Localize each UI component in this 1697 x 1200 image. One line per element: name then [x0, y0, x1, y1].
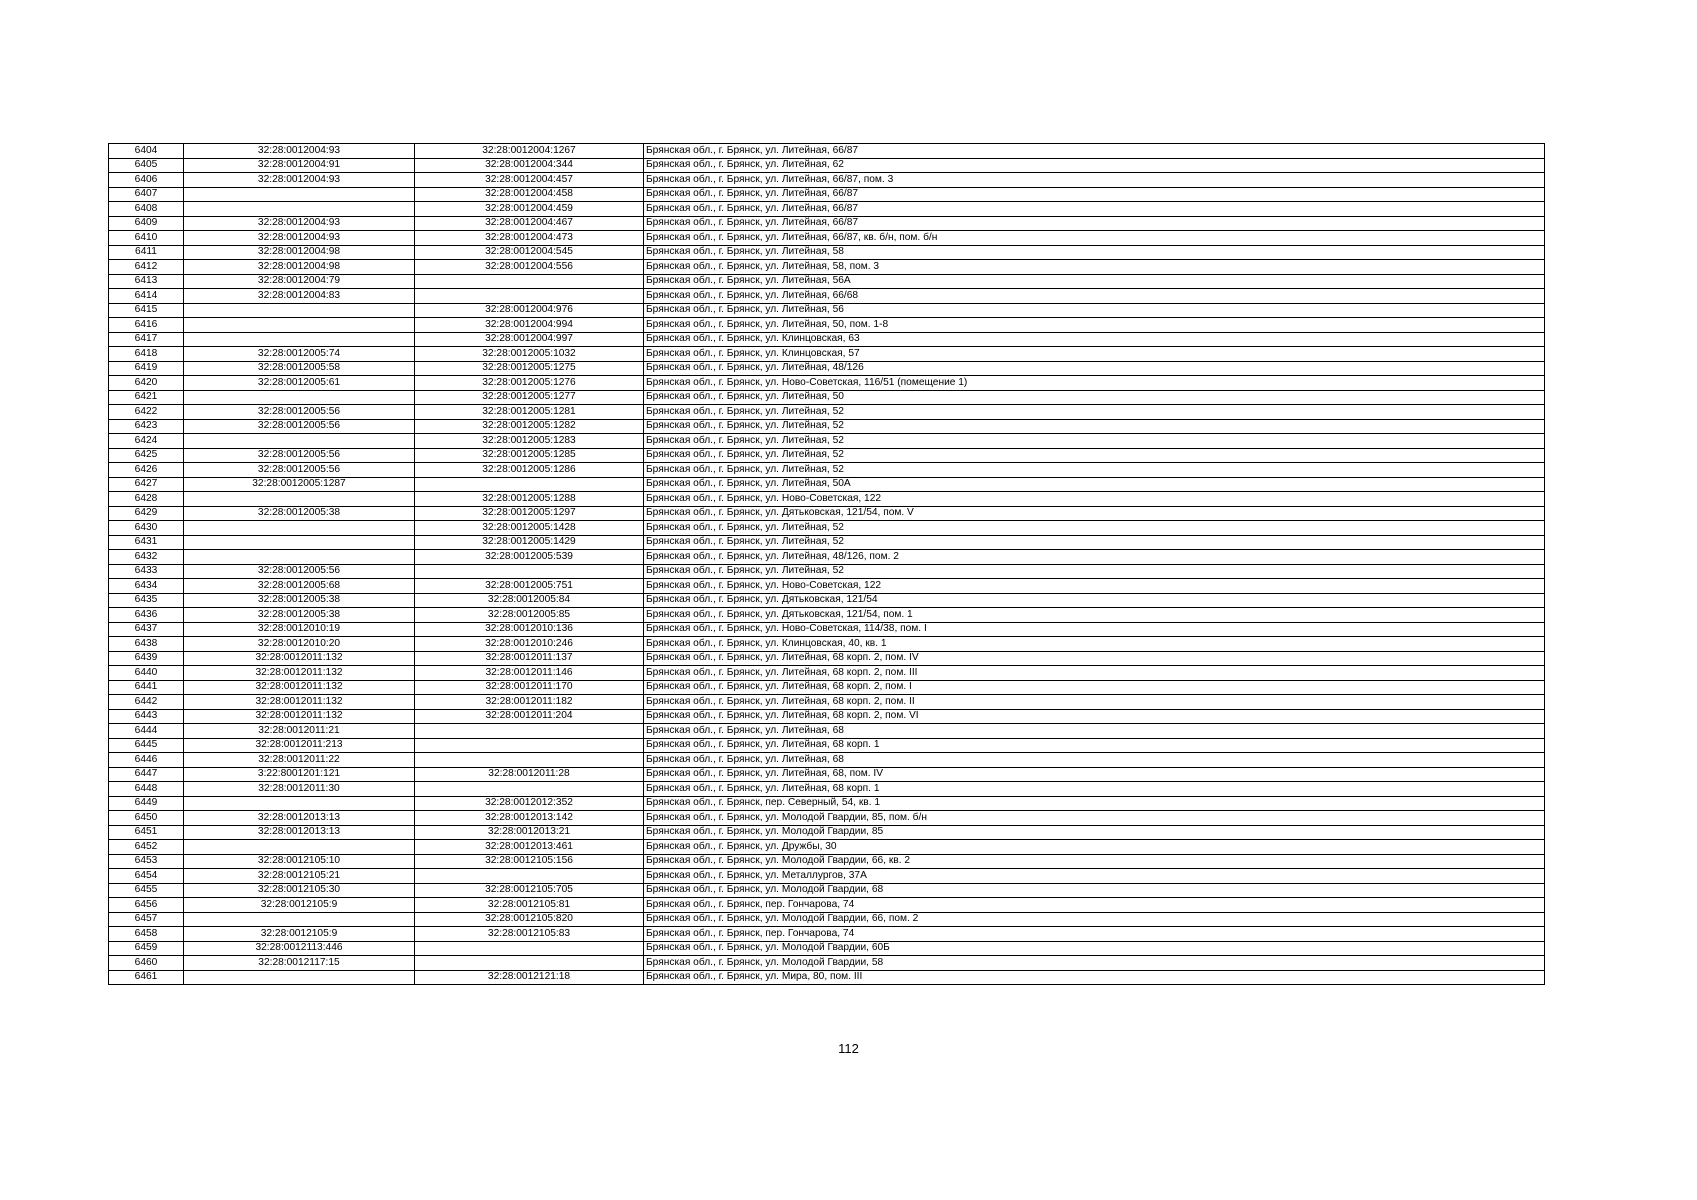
parcel-number-cell [184, 318, 415, 333]
object-number-cell: 32:28:0012010:136 [415, 622, 644, 637]
row-number-cell: 6428 [109, 492, 184, 507]
row-number-cell: 6431 [109, 535, 184, 550]
object-number-cell [415, 724, 644, 739]
object-number-cell: 32:28:0012105:705 [415, 883, 644, 898]
parcel-number-cell: 32:28:0012005:56 [184, 405, 415, 420]
row-number-cell: 6456 [109, 898, 184, 913]
object-number-cell: 32:28:0012105:156 [415, 854, 644, 869]
object-number-cell [415, 956, 644, 971]
parcel-number-cell [184, 390, 415, 405]
parcel-number-cell: 32:28:0012011:132 [184, 666, 415, 681]
table-row [109, 231, 1545, 246]
row-number-cell: 6436 [109, 608, 184, 623]
parcel-number-cell: 32:28:0012004:93 [184, 173, 415, 188]
object-number-cell: 32:28:0012005:1275 [415, 361, 644, 376]
parcel-number-cell: 32:28:0012011:21 [184, 724, 415, 739]
object-number-cell: 32:28:0012005:1281 [415, 405, 644, 420]
address-cell: Брянская обл., г. Брянск, ул. Литейная, 68 корп. 1 [644, 782, 1545, 797]
table-row [109, 840, 1545, 855]
parcel-number-cell: 32:28:0012005:56 [184, 448, 415, 463]
table-row [109, 376, 1545, 391]
table-row [109, 608, 1545, 623]
table-row [109, 144, 1545, 159]
row-number-cell: 6413 [109, 274, 184, 289]
row-number-cell: 6409 [109, 216, 184, 231]
table-row [109, 448, 1545, 463]
table-row [109, 796, 1545, 811]
parcel-number-cell: 32:28:0012010:19 [184, 622, 415, 637]
row-number-cell: 6453 [109, 854, 184, 869]
table-row [109, 912, 1545, 927]
object-number-cell: 32:28:0012011:28 [415, 767, 644, 782]
table-row [109, 782, 1545, 797]
parcel-number-cell: 32:28:0012011:132 [184, 709, 415, 724]
address-cell: Брянская обл., г. Брянск, ул. Литейная, 68 [644, 724, 1545, 739]
parcel-number-cell: 3:22:8001201:121 [184, 767, 415, 782]
parcel-number-cell [184, 796, 415, 811]
row-number-cell: 6410 [109, 231, 184, 246]
parcel-number-cell [184, 332, 415, 347]
parcel-number-cell: 32:28:0012005:38 [184, 593, 415, 608]
table-row [109, 825, 1545, 840]
row-number-cell: 6412 [109, 260, 184, 275]
address-cell: Брянская обл., г. Брянск, ул. Литейная, 66/87 [644, 202, 1545, 217]
table-row [109, 245, 1545, 260]
row-number-cell: 6432 [109, 550, 184, 565]
parcel-number-cell: 32:28:0012013:13 [184, 825, 415, 840]
address-cell: Брянская обл., г. Брянск, ул. Литейная, 56А [644, 274, 1545, 289]
address-cell: Брянская обл., г. Брянск, ул. Молодой Гвардии, 85, пом. б/н [644, 811, 1545, 826]
table-row [109, 405, 1545, 420]
parcel-number-cell: 32:28:0012011:132 [184, 695, 415, 710]
parcel-number-cell: 32:28:0012105:21 [184, 869, 415, 884]
row-number-cell: 6455 [109, 883, 184, 898]
row-number-cell: 6404 [109, 144, 184, 159]
table-row [109, 811, 1545, 826]
row-number-cell: 6441 [109, 680, 184, 695]
parcel-number-cell: 32:28:0012105:9 [184, 898, 415, 913]
row-number-cell: 6447 [109, 767, 184, 782]
object-number-cell: 32:28:0012004:459 [415, 202, 644, 217]
table-row [109, 564, 1545, 579]
table-row [109, 738, 1545, 753]
parcel-number-cell: 32:28:0012005:56 [184, 564, 415, 579]
table-row [109, 695, 1545, 710]
table-row [109, 883, 1545, 898]
parcel-number-cell: 32:28:0012004:93 [184, 216, 415, 231]
row-number-cell: 6433 [109, 564, 184, 579]
address-cell: Брянская обл., г. Брянск, ул. Литейная, 56 [644, 303, 1545, 318]
object-number-cell: 32:28:0012005:1288 [415, 492, 644, 507]
object-number-cell [415, 782, 644, 797]
table-row [109, 535, 1545, 550]
object-number-cell: 32:28:0012005:539 [415, 550, 644, 565]
row-number-cell: 6411 [109, 245, 184, 260]
table-row [109, 550, 1545, 565]
address-cell: Брянская обл., г. Брянск, ул. Литейная, 52 [644, 535, 1545, 550]
address-cell: Брянская обл., г. Брянск, ул. Молодой Гвардии, 58 [644, 956, 1545, 971]
table-row [109, 216, 1545, 231]
table-row [109, 869, 1545, 884]
parcel-number-cell: 32:28:0012011:132 [184, 651, 415, 666]
address-cell: Брянская обл., г. Брянск, ул. Молодой Гвардии, 66, пом. 2 [644, 912, 1545, 927]
object-number-cell: 32:28:0012005:1283 [415, 434, 644, 449]
address-cell: Брянская обл., г. Брянск, ул. Клинцовская, 63 [644, 332, 1545, 347]
parcel-number-cell: 32:28:0012117:15 [184, 956, 415, 971]
row-number-cell: 6421 [109, 390, 184, 405]
row-number-cell: 6415 [109, 303, 184, 318]
table-row [109, 724, 1545, 739]
object-number-cell: 32:28:0012005:1429 [415, 535, 644, 550]
address-cell: Брянская обл., г. Брянск, ул. Литейная, 58 [644, 245, 1545, 260]
parcel-number-cell: 32:28:0012005:38 [184, 608, 415, 623]
cadastral-table [108, 143, 1545, 985]
address-cell: Брянская обл., г. Брянск, ул. Литейная, 66/87 [644, 187, 1545, 202]
address-cell: Брянская обл., г. Брянск, пер. Гончарова, 74 [644, 898, 1545, 913]
table-row [109, 202, 1545, 217]
parcel-number-cell: 32:28:0012011:132 [184, 680, 415, 695]
address-cell: Брянская обл., г. Брянск, ул. Молодой Гвардии, 68 [644, 883, 1545, 898]
object-number-cell: 32:28:0012004:976 [415, 303, 644, 318]
address-cell: Брянская обл., г. Брянск, ул. Дятьковская, 121/54, пом. V [644, 506, 1545, 521]
address-cell: Брянская обл., г. Брянск, ул. Литейная, 66/68 [644, 289, 1545, 304]
object-number-cell: 32:28:0012005:751 [415, 579, 644, 594]
table-row [109, 332, 1545, 347]
table-row [109, 579, 1545, 594]
object-number-cell: 32:28:0012005:1297 [415, 506, 644, 521]
address-cell: Брянская обл., г. Брянск, ул. Литейная, 58, пом. 3 [644, 260, 1545, 275]
object-number-cell [415, 289, 644, 304]
row-number-cell: 6427 [109, 477, 184, 492]
address-cell: Брянская обл., г. Брянск, ул. Литейная, 52 [644, 463, 1545, 478]
parcel-number-cell: 32:28:0012113:446 [184, 941, 415, 956]
parcel-number-cell: 32:28:0012005:56 [184, 463, 415, 478]
parcel-number-cell: 32:28:0012105:10 [184, 854, 415, 869]
object-number-cell: 32:28:0012004:344 [415, 158, 644, 173]
row-number-cell: 6450 [109, 811, 184, 826]
address-cell: Брянская обл., г. Брянск, ул. Молодой Гвардии, 60Б [644, 941, 1545, 956]
object-number-cell [415, 738, 644, 753]
address-cell: Брянская обл., г. Брянск, ул. Литейная, 50А [644, 477, 1545, 492]
object-number-cell: 32:28:0012004:545 [415, 245, 644, 260]
object-number-cell: 32:28:0012004:556 [415, 260, 644, 275]
address-cell: Брянская обл., г. Брянск, ул. Молодой Гвардии, 66, кв. 2 [644, 854, 1545, 869]
row-number-cell: 6435 [109, 593, 184, 608]
address-cell: Брянская обл., г. Брянск, ул. Литейная, 68 [644, 753, 1545, 768]
parcel-number-cell [184, 535, 415, 550]
address-cell: Брянская обл., г. Брянск, ул. Литейная, 66/87, пом. 3 [644, 173, 1545, 188]
address-cell: Брянская обл., г. Брянск, ул. Литейная, 66/87 [644, 216, 1545, 231]
address-cell: Брянская обл., г. Брянск, ул. Ново-Советская, 122 [644, 492, 1545, 507]
object-number-cell: 32:28:0012004:1267 [415, 144, 644, 159]
table-row [109, 506, 1545, 521]
row-number-cell: 6425 [109, 448, 184, 463]
row-number-cell: 6423 [109, 419, 184, 434]
table-row [109, 260, 1545, 275]
row-number-cell: 6430 [109, 521, 184, 536]
row-number-cell: 6417 [109, 332, 184, 347]
row-number-cell: 6459 [109, 941, 184, 956]
address-cell: Брянская обл., г. Брянск, ул. Литейная, 52 [644, 434, 1545, 449]
object-number-cell: 32:28:0012005:1277 [415, 390, 644, 405]
row-number-cell: 6454 [109, 869, 184, 884]
row-number-cell: 6444 [109, 724, 184, 739]
address-cell: Брянская обл., г. Брянск, ул. Дятьковская, 121/54 [644, 593, 1545, 608]
address-cell: Брянская обл., г. Брянск, ул. Металлургов, 37А [644, 869, 1545, 884]
row-number-cell: 6407 [109, 187, 184, 202]
parcel-number-cell: 32:28:0012004:98 [184, 245, 415, 260]
row-number-cell: 6460 [109, 956, 184, 971]
table-row [109, 390, 1545, 405]
address-cell: Брянская обл., г. Брянск, пер. Гончарова, 74 [644, 927, 1545, 942]
address-cell: Брянская обл., г. Брянск, ул. Клинцовская, 57 [644, 347, 1545, 362]
row-number-cell: 6461 [109, 970, 184, 985]
address-cell: Брянская обл., г. Брянск, ул. Литейная, 68 корп. 2, пом. IV [644, 651, 1545, 666]
parcel-number-cell: 32:28:0012005:61 [184, 376, 415, 391]
object-number-cell: 32:28:0012013:21 [415, 825, 644, 840]
row-number-cell: 6405 [109, 158, 184, 173]
parcel-number-cell: 32:28:0012004:93 [184, 144, 415, 159]
parcel-number-cell: 32:28:0012005:1287 [184, 477, 415, 492]
table-row [109, 651, 1545, 666]
parcel-number-cell: 32:28:0012005:38 [184, 506, 415, 521]
parcel-number-cell: 32:28:0012011:22 [184, 753, 415, 768]
table-row [109, 970, 1545, 985]
object-number-cell [415, 869, 644, 884]
object-number-cell: 32:28:0012004:457 [415, 173, 644, 188]
object-number-cell: 32:28:0012013:142 [415, 811, 644, 826]
parcel-number-cell: 32:28:0012005:74 [184, 347, 415, 362]
address-cell: Брянская обл., г. Брянск, ул. Литейная, 48/126 [644, 361, 1545, 376]
table-row [109, 854, 1545, 869]
parcel-number-cell: 32:28:0012004:98 [184, 260, 415, 275]
table-row [109, 303, 1545, 318]
parcel-number-cell: 32:28:0012004:93 [184, 231, 415, 246]
object-number-cell: 32:28:0012005:1282 [415, 419, 644, 434]
page-number: 112 [838, 1041, 859, 1056]
address-cell: Брянская обл., г. Брянск, ул. Литейная, 52 [644, 521, 1545, 536]
address-cell: Брянская обл., г. Брянск, ул. Литейная, 52 [644, 564, 1545, 579]
table-row [109, 187, 1545, 202]
parcel-number-cell [184, 840, 415, 855]
row-number-cell: 6448 [109, 782, 184, 797]
table-row [109, 927, 1545, 942]
address-cell: Брянская обл., г. Брянск, ул. Литейная, 68, пом. IV [644, 767, 1545, 782]
row-number-cell: 6452 [109, 840, 184, 855]
table-body [109, 144, 1545, 985]
parcel-number-cell [184, 202, 415, 217]
table-row [109, 898, 1545, 913]
parcel-number-cell: 32:28:0012011:30 [184, 782, 415, 797]
address-cell: Брянская обл., г. Брянск, ул. Литейная, 66/87, кв. б/н, пом. б/н [644, 231, 1545, 246]
parcel-number-cell [184, 187, 415, 202]
object-number-cell: 32:28:0012005:1428 [415, 521, 644, 536]
table-row [109, 521, 1545, 536]
table-row [109, 753, 1545, 768]
parcel-number-cell: 32:28:0012005:58 [184, 361, 415, 376]
object-number-cell: 32:28:0012005:1276 [415, 376, 644, 391]
row-number-cell: 6419 [109, 361, 184, 376]
row-number-cell: 6424 [109, 434, 184, 449]
parcel-number-cell [184, 492, 415, 507]
row-number-cell: 6445 [109, 738, 184, 753]
object-number-cell: 32:28:0012005:1286 [415, 463, 644, 478]
row-number-cell: 6446 [109, 753, 184, 768]
object-number-cell [415, 564, 644, 579]
row-number-cell: 6443 [109, 709, 184, 724]
address-cell: Брянская обл., г. Брянск, ул. Литейная, 50, пом. 1-8 [644, 318, 1545, 333]
address-cell: Брянская обл., г. Брянск, ул. Дятьковская, 121/54, пом. 1 [644, 608, 1545, 623]
object-number-cell [415, 477, 644, 492]
object-number-cell: 32:28:0012004:467 [415, 216, 644, 231]
row-number-cell: 6457 [109, 912, 184, 927]
row-number-cell: 6442 [109, 695, 184, 710]
table-row [109, 158, 1545, 173]
table-row [109, 709, 1545, 724]
parcel-number-cell [184, 550, 415, 565]
object-number-cell: 32:28:0012004:473 [415, 231, 644, 246]
parcel-number-cell: 32:28:0012005:68 [184, 579, 415, 594]
table-row [109, 318, 1545, 333]
table-row [109, 361, 1545, 376]
table-row [109, 680, 1545, 695]
address-cell: Брянская обл., г. Брянск, ул. Ново-Советская, 114/38, пом. I [644, 622, 1545, 637]
table-row [109, 173, 1545, 188]
parcel-number-cell: 32:28:0012004:91 [184, 158, 415, 173]
table-row [109, 289, 1545, 304]
object-number-cell: 32:28:0012005:85 [415, 608, 644, 623]
parcel-number-cell [184, 912, 415, 927]
row-number-cell: 6437 [109, 622, 184, 637]
object-number-cell: 32:28:0012105:81 [415, 898, 644, 913]
object-number-cell: 32:28:0012121:18 [415, 970, 644, 985]
row-number-cell: 6458 [109, 927, 184, 942]
table-row [109, 622, 1545, 637]
table-row [109, 941, 1545, 956]
address-cell: Брянская обл., г. Брянск, ул. Литейная, 52 [644, 448, 1545, 463]
object-number-cell: 32:28:0012005:84 [415, 593, 644, 608]
row-number-cell: 6438 [109, 637, 184, 652]
object-number-cell: 32:28:0012011:170 [415, 680, 644, 695]
object-number-cell [415, 274, 644, 289]
table-row [109, 274, 1545, 289]
object-number-cell: 32:28:0012105:83 [415, 927, 644, 942]
object-number-cell [415, 941, 644, 956]
address-cell: Брянская обл., г. Брянск, ул. Мира, 80, пом. III [644, 970, 1545, 985]
object-number-cell: 32:28:0012004:997 [415, 332, 644, 347]
parcel-number-cell: 32:28:0012010:20 [184, 637, 415, 652]
table-row [109, 956, 1545, 971]
parcel-number-cell: 32:28:0012105:9 [184, 927, 415, 942]
row-number-cell: 6426 [109, 463, 184, 478]
object-number-cell: 32:28:0012011:204 [415, 709, 644, 724]
row-number-cell: 6416 [109, 318, 184, 333]
row-number-cell: 6434 [109, 579, 184, 594]
object-number-cell: 32:28:0012004:994 [415, 318, 644, 333]
table-row [109, 666, 1545, 681]
object-number-cell: 32:28:0012013:461 [415, 840, 644, 855]
address-cell: Брянская обл., г. Брянск, ул. Литейная, 66/87 [644, 144, 1545, 159]
address-cell: Брянская обл., г. Брянск, ул. Молодой Гвардии, 85 [644, 825, 1545, 840]
table-row [109, 637, 1545, 652]
row-number-cell: 6414 [109, 289, 184, 304]
object-number-cell: 32:28:0012004:458 [415, 187, 644, 202]
parcel-number-cell: 32:28:0012004:79 [184, 274, 415, 289]
address-cell: Брянская обл., г. Брянск, ул. Ново-Советская, 122 [644, 579, 1545, 594]
parcel-number-cell [184, 521, 415, 536]
object-number-cell: 32:28:0012011:182 [415, 695, 644, 710]
table-row [109, 347, 1545, 362]
parcel-number-cell [184, 434, 415, 449]
address-cell: Брянская обл., г. Брянск, ул. Литейная, 52 [644, 419, 1545, 434]
row-number-cell: 6422 [109, 405, 184, 420]
table-row [109, 419, 1545, 434]
table-row [109, 593, 1545, 608]
parcel-number-cell: 32:28:0012105:30 [184, 883, 415, 898]
object-number-cell: 32:28:0012011:146 [415, 666, 644, 681]
object-number-cell: 32:28:0012012:352 [415, 796, 644, 811]
parcel-number-cell: 32:28:0012005:56 [184, 419, 415, 434]
parcel-number-cell: 32:28:0012011:213 [184, 738, 415, 753]
table-row [109, 492, 1545, 507]
address-cell: Брянская обл., г. Брянск, ул. Литейная, 68 корп. 2, пом. II [644, 695, 1545, 710]
object-number-cell: 32:28:0012005:1285 [415, 448, 644, 463]
object-number-cell: 32:28:0012010:246 [415, 637, 644, 652]
address-cell: Брянская обл., г. Брянск, ул. Литейная, 68 корп. 2, пом. I [644, 680, 1545, 695]
object-number-cell: 32:28:0012105:820 [415, 912, 644, 927]
row-number-cell: 6418 [109, 347, 184, 362]
address-cell: Брянская обл., г. Брянск, ул. Литейная, 68 корп. 2, пом. VI [644, 709, 1545, 724]
row-number-cell: 6406 [109, 173, 184, 188]
parcel-number-cell [184, 970, 415, 985]
row-number-cell: 6449 [109, 796, 184, 811]
row-number-cell: 6451 [109, 825, 184, 840]
object-number-cell: 32:28:0012005:1032 [415, 347, 644, 362]
address-cell: Брянская обл., г. Брянск, ул. Литейная, 62 [644, 158, 1545, 173]
object-number-cell: 32:28:0012011:137 [415, 651, 644, 666]
parcel-number-cell: 32:28:0012013:13 [184, 811, 415, 826]
address-cell: Брянская обл., г. Брянск, ул. Литейная, 48/126, пом. 2 [644, 550, 1545, 565]
parcel-number-cell [184, 303, 415, 318]
table-row [109, 767, 1545, 782]
row-number-cell: 6420 [109, 376, 184, 391]
row-number-cell: 6440 [109, 666, 184, 681]
table-row [109, 434, 1545, 449]
table-row [109, 463, 1545, 478]
address-cell: Брянская обл., г. Брянск, пер. Северный, 54, кв. 1 [644, 796, 1545, 811]
row-number-cell: 6439 [109, 651, 184, 666]
address-cell: Брянская обл., г. Брянск, ул. Литейная, 68 корп. 1 [644, 738, 1545, 753]
object-number-cell [415, 753, 644, 768]
address-cell: Брянская обл., г. Брянск, ул. Литейная, 52 [644, 405, 1545, 420]
address-cell: Брянская обл., г. Брянск, ул. Дружбы, 30 [644, 840, 1545, 855]
parcel-number-cell: 32:28:0012004:83 [184, 289, 415, 304]
table-row [109, 477, 1545, 492]
address-cell: Брянская обл., г. Брянск, ул. Ново-Советская, 116/51 (помещение 1) [644, 376, 1545, 391]
address-cell: Брянская обл., г. Брянск, ул. Клинцовская, 40, кв. 1 [644, 637, 1545, 652]
address-cell: Брянская обл., г. Брянск, ул. Литейная, 68 корп. 2, пом. III [644, 666, 1545, 681]
row-number-cell: 6429 [109, 506, 184, 521]
address-cell: Брянская обл., г. Брянск, ул. Литейная, 50 [644, 390, 1545, 405]
row-number-cell: 6408 [109, 202, 184, 217]
